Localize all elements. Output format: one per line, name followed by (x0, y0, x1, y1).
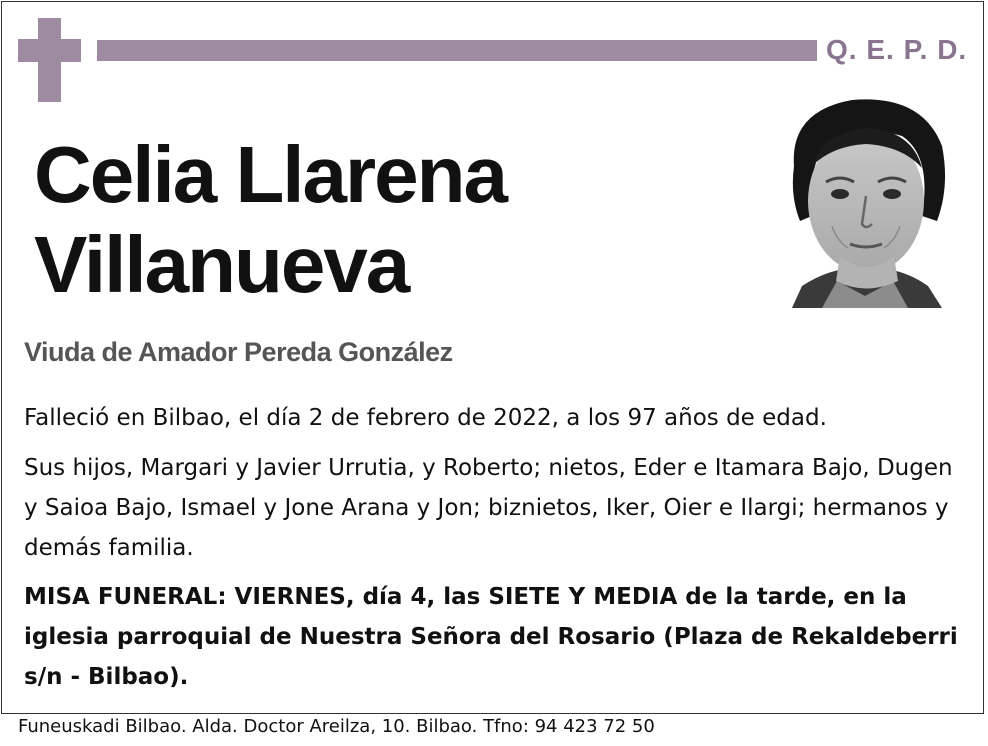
cross-horizontal-bar (18, 39, 81, 62)
name-line-1: Celia Llarena (34, 130, 507, 219)
funeral-home-footer: Funeuskadi Bilbao. Alda. Doctor Areilza, 10. Bilbao. Tfno: 94 423 72 50 (18, 716, 655, 737)
deceased-name (34, 130, 506, 310)
header-rule (97, 40, 817, 61)
death-info-paragraph: Falleció en Bilbao, el día 2 de febrero de 2022, a los 97 años de edad. (24, 405, 827, 431)
qepd-label: Q. E. P. D. (826, 34, 968, 65)
widow-of-line: Viuda de Amador Pereda González (24, 337, 453, 367)
funeral-paragraph: MISA FUNERAL: VIERNES, día 4, las SIETE Y MEDIA de la tarde, en la iglesia parroquial de Nuestra Señora del Rosario (Plaza de Rekaldeberri s/n - Bilbao). (24, 584, 958, 690)
portrait-photo (782, 96, 948, 308)
family-paragraph: Sus hijos, Margari y Javier Urrutia, y Roberto; nietos, Eder e Itamara Bajo, Dugen y Saioa Bajo, Ismael y Jone Arana y Jon; biznietos, Iker, Oier e Ilargi; hermanos y demás familia. (24, 455, 953, 561)
name-line-2: Villanueva (34, 220, 409, 309)
